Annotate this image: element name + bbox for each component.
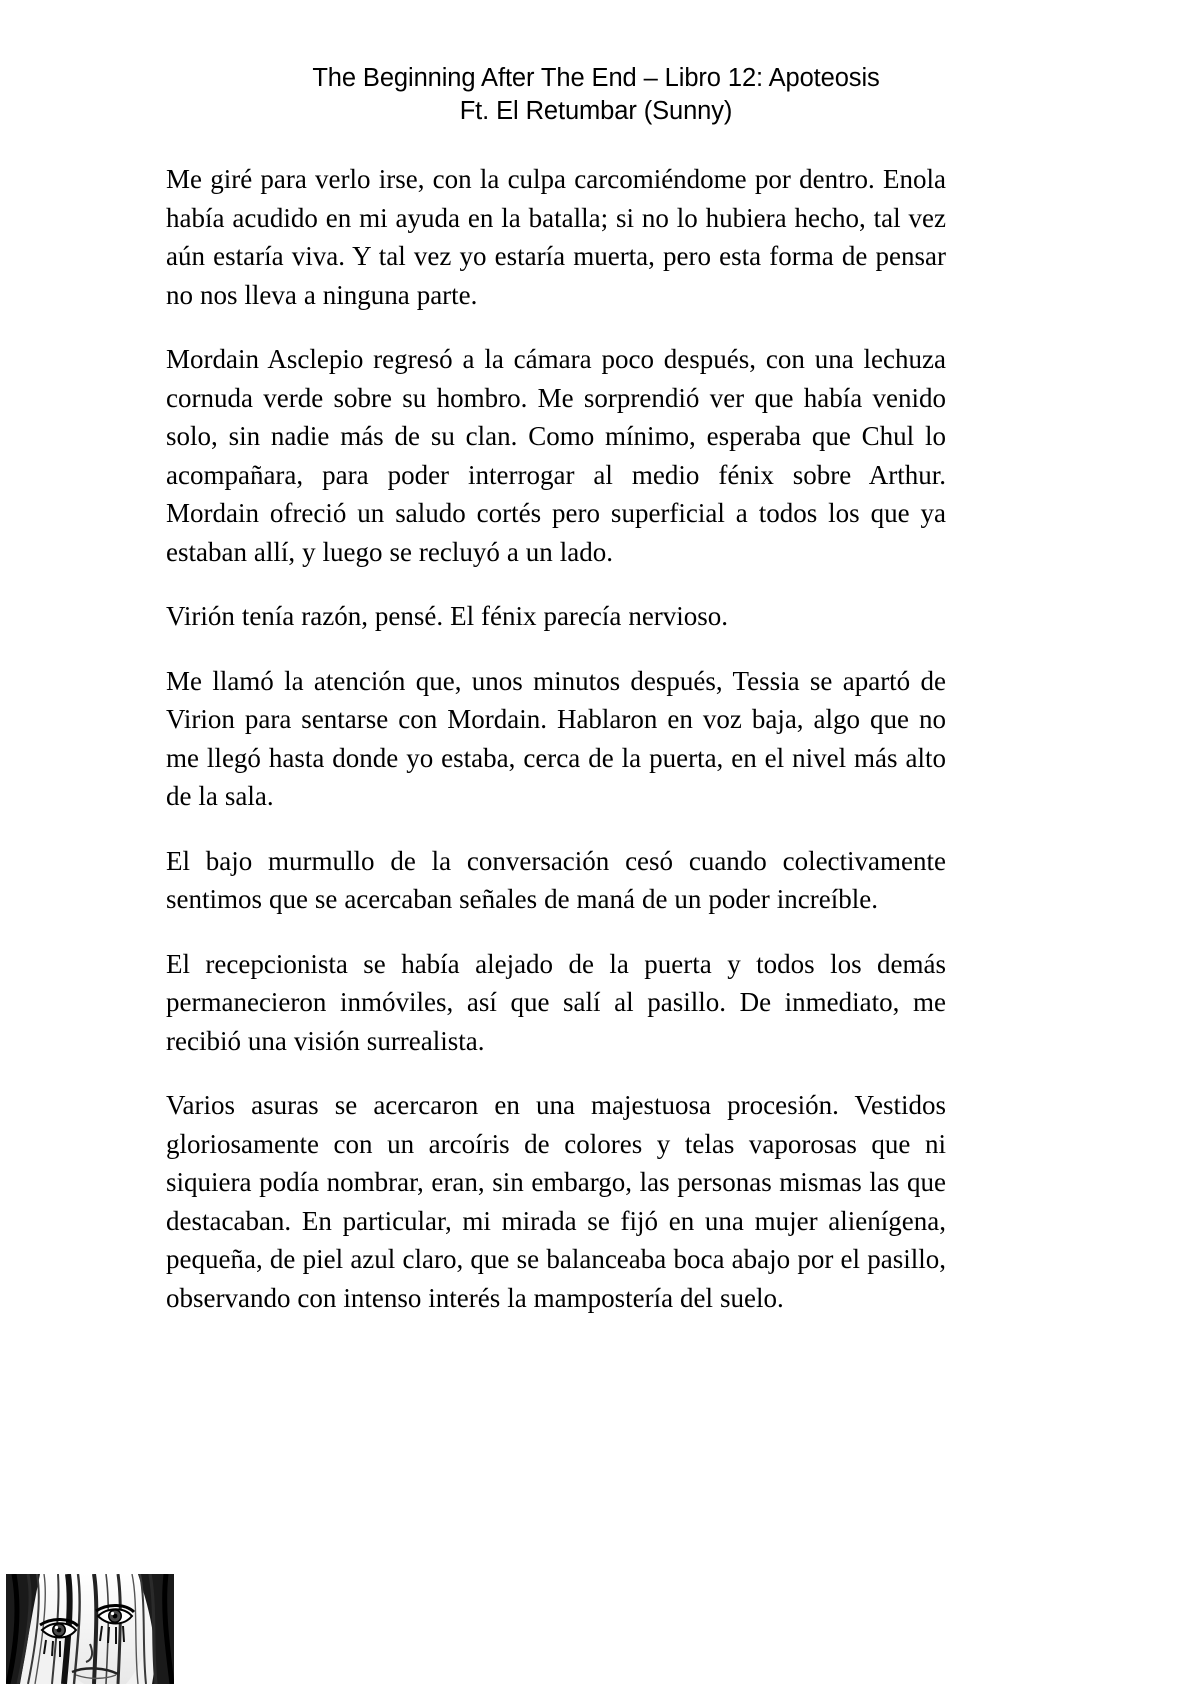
- paragraph: Mordain Asclepio regresó a la cámara poco después, con una lechuza cornuda verde sobre su hombro. Me sorprendió ver que había venido solo, sin nadie más de su clan. Como mínimo, esperaba que Chul lo acompañara, para poder interrogar al medio fénix sobre Arthur. Mordain ofreció un saludo cortés pero superficial a todos los que ya estaban allí, y luego se recluyó a un lado.: [166, 344, 946, 567]
- paragraph: Varios asuras se acercaron en una majestuosa procesión. Vestidos gloriosamente con un arcoíris de colores y telas vaporosas que ni siquiera podía nombrar, eran, sin embargo, las personas mismas las que destacaban. En particular, mi mirada se fijó en una mujer alienígena, pequeña, de piel azul claro, que se balanceaba boca abajo por el pasillo, observando con intenso interés la mampostería del suelo.: [166, 1090, 946, 1313]
- paragraph: Me giré para verlo irse, con la culpa carcomiéndome por dentro. Enola había acudido en mi ayuda en la batalla; si no lo hubiera hecho, tal vez aún estaría viva. Y tal vez yo estaría muerta, pero esta forma de pensar no nos lleva a ninguna parte.: [166, 164, 946, 310]
- paragraph: Virión tenía razón, pensé. El fénix parecía nervioso.: [166, 601, 729, 631]
- paragraph: El recepcionista se había alejado de la puerta y todos los demás permanecieron inmóviles, así que salí al pasillo. De inmediato, me recibió una visión surrealista.: [166, 948, 946, 1056]
- document-header: [0, 62, 1192, 128]
- paragraph: El bajo murmullo de la conversación cesó cuando colectivamente sentimos que se acercaban señales de maná de un poder increíble.: [166, 845, 946, 914]
- document-title-line-2: Ft. El Retumbar (Sunny): [459, 97, 733, 125]
- document-title-line-1: The Beginning After The End – Libro 12: Apoteosis: [312, 64, 880, 92]
- document-body: [166, 160, 946, 1317]
- paragraph: Me llamó la atención que, unos minutos después, Tessia se apartó de Virion para sentarse con Mordain. Hablaron en voz baja, algo que no me llegó hasta donde yo estaba, cerca de la puerta, en el nivel más alto de la sala.: [166, 665, 946, 811]
- manga-face-crop-image: [6, 1574, 174, 1684]
